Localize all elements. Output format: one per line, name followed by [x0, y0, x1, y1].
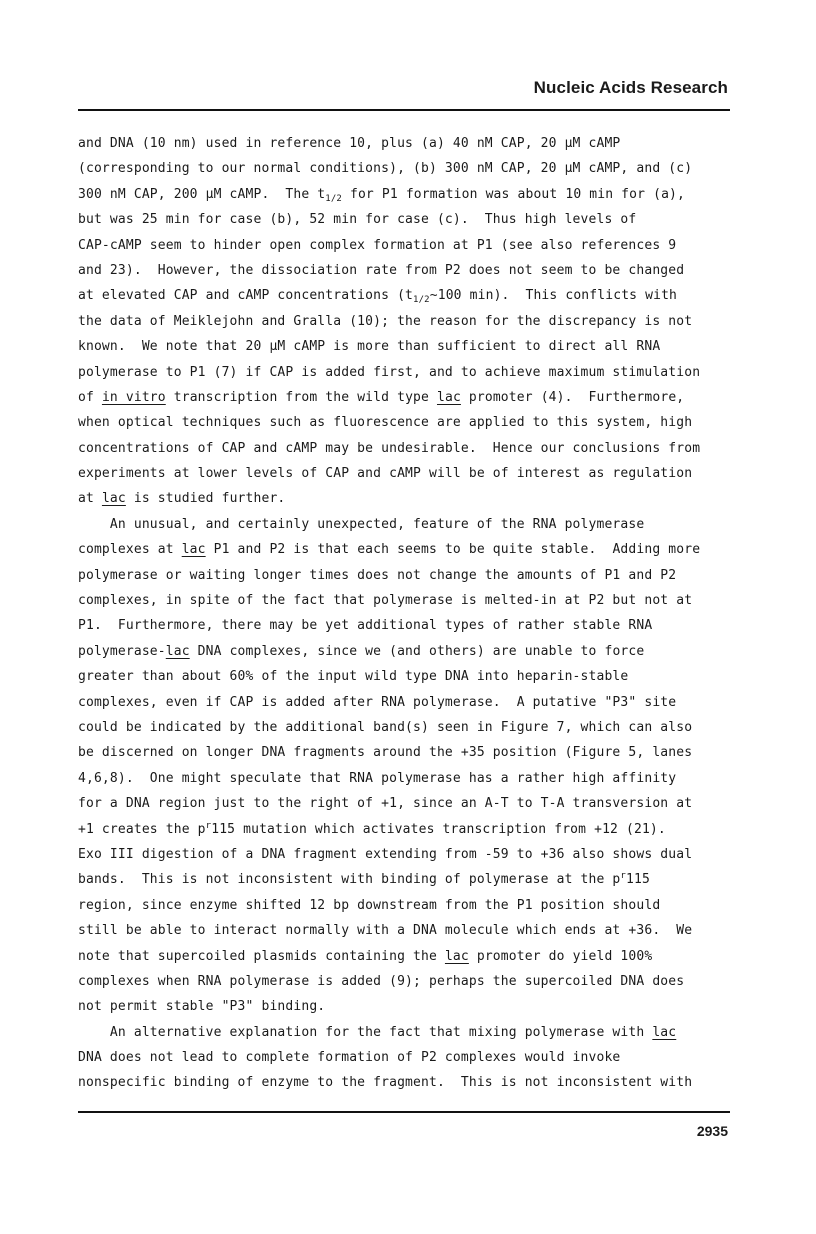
superscript: r — [620, 871, 626, 882]
text-line: and DNA (10 nm) used in reference 10, plus (a) 40 nM CAP, 20 µM cAMP — [78, 136, 621, 151]
text-line: DNA does not lead to complete formation of P2 complexes would invoke — [78, 1050, 621, 1066]
text-line — [78, 867, 738, 892]
page-number: 2935 — [696, 1123, 728, 1139]
underlined-term: lac — [101, 491, 126, 507]
text-line: CAP-cAMP seem to hinder open complex formation at P1 (see also references 9 — [78, 237, 677, 253]
text-span: 300 nM CAP, 200 µM cAMP. The t — [78, 186, 326, 202]
subscript: 1/2 — [413, 295, 430, 306]
text-line: the data of Meiklejohn and Gralla (10); the reason for the discrepancy is not — [78, 313, 693, 329]
text-line — [78, 817, 738, 842]
text-span: An alternative explanation for the fact that mixing polymerase with — [78, 1024, 653, 1040]
text-span: +1 creates the p — [78, 821, 206, 837]
text-line: but was 25 min for case (b), 52 min for case (c). Thus high levels of — [78, 212, 637, 228]
text-line: greater than about 60% of the input wild type DNA into heparin-stable — [78, 669, 629, 685]
text-line: polymerase or waiting longer times does not change the amounts of P1 and P2 — [78, 567, 677, 583]
text-line: 4,6,8). One might speculate that RNA polymerase has a rather high affinity — [78, 770, 677, 786]
underlined-term: lac — [652, 1024, 677, 1040]
text-line: concentrations of CAP and cAMP may be undesirable. Hence our conclusions from — [78, 440, 701, 456]
text-span: bands. This is not inconsistent with binding of polymerase at the p — [78, 872, 621, 888]
text-span: complexes at — [78, 542, 182, 558]
text-line: experiments at lower levels of CAP and cAMP will be of interest as regulation — [78, 466, 693, 482]
body-text — [78, 131, 738, 1096]
text-line — [78, 1020, 738, 1045]
subscript: 1/2 — [325, 193, 342, 204]
superscript: r — [205, 820, 212, 831]
text-line: known. We note that 20 µM cAMP is more than sufficient to direct all RNA — [78, 339, 661, 355]
text-span: is studied further. — [125, 491, 286, 507]
text-line — [78, 182, 738, 207]
text-span: note that supercoiled plasmids containing the — [78, 948, 445, 964]
underlined-term: lac — [436, 389, 461, 405]
text-line: complexes, in spite of the fact that polymerase is melted-in at P2 but not at — [78, 593, 693, 609]
text-line: complexes when RNA polymerase is added (9); perhaps the supercoiled DNA does — [78, 973, 685, 989]
underlined-term: lac — [444, 948, 469, 964]
text-line: and 23). However, the dissociation rate from P2 does not seem to be changed — [78, 262, 685, 278]
text-span: at — [78, 491, 102, 507]
text-span: promoter do yield 100% — [468, 948, 653, 964]
journal-title: Nucleic Acids Research — [533, 78, 728, 97]
text-line — [78, 639, 738, 664]
text-span: 115 — [626, 872, 650, 888]
text-span: transcription from the wild type — [165, 389, 437, 405]
text-line: nonspecific binding of enzyme to the fragment. This is not inconsistent with — [78, 1075, 693, 1091]
text-line: An unusual, and certainly unexpected, feature of the RNA polymerase — [78, 516, 645, 532]
header-rule — [78, 109, 730, 111]
text-line: Exo III digestion of a DNA fragment extending from -59 to +36 also shows dual — [78, 846, 693, 862]
text-line: polymerase to P1 (7) if CAP is added first, and to achieve maximum stimulation — [78, 364, 701, 380]
text-line — [78, 486, 738, 511]
text-line: when optical techniques such as fluorescence are applied to this system, high — [78, 415, 693, 431]
text-line: not permit stable "P3" binding. — [78, 999, 326, 1015]
text-line — [78, 283, 738, 308]
text-span: promoter (4). Furthermore, — [460, 389, 685, 405]
text-line: for a DNA region just to the right of +1, since an A-T to T-A transversion at — [78, 796, 693, 812]
text-span: DNA complexes, since we (and others) are unable to force — [189, 643, 645, 659]
underlined-term: lac — [165, 643, 190, 659]
text-line: P1. Furthermore, there may be yet additional types of rather stable RNA — [78, 618, 653, 634]
text-span: for P1 formation was about 10 min for (a), — [342, 186, 685, 202]
text-line: still be able to interact normally with a DNA molecule which ends at +36. We — [78, 923, 693, 939]
text-span: polymerase- — [78, 643, 166, 659]
footer-rule — [78, 1111, 730, 1113]
text-span: ~100 min). This conflicts with — [429, 288, 678, 304]
text-span: P1 and P2 is that each seems to be quite stable. Adding more — [205, 542, 701, 558]
text-line — [78, 385, 738, 410]
underlined-term: in vitro — [101, 389, 166, 405]
text-line: (corresponding to our normal conditions), (b) 300 nM CAP, 20 µM cAMP, and (c) — [78, 161, 693, 177]
text-line: be discerned on longer DNA fragments around the +35 position (Figure 5, lanes — [78, 745, 693, 761]
text-line — [78, 944, 738, 969]
text-span: at elevated CAP and cAMP concentrations (t — [78, 288, 414, 304]
text-line: could be indicated by the additional band(s) seen in Figure 7, which can also — [78, 719, 693, 735]
text-span: of — [78, 389, 102, 405]
text-line: region, since enzyme shifted 12 bp downstream from the P1 position should — [78, 897, 661, 913]
text-line: complexes, even if CAP is added after RNA polymerase. A putative "P3" site — [78, 694, 677, 710]
underlined-term: lac — [181, 542, 206, 558]
text-span: 115 mutation which activates transcription from +12 (21). — [211, 821, 666, 837]
text-line — [78, 537, 738, 562]
